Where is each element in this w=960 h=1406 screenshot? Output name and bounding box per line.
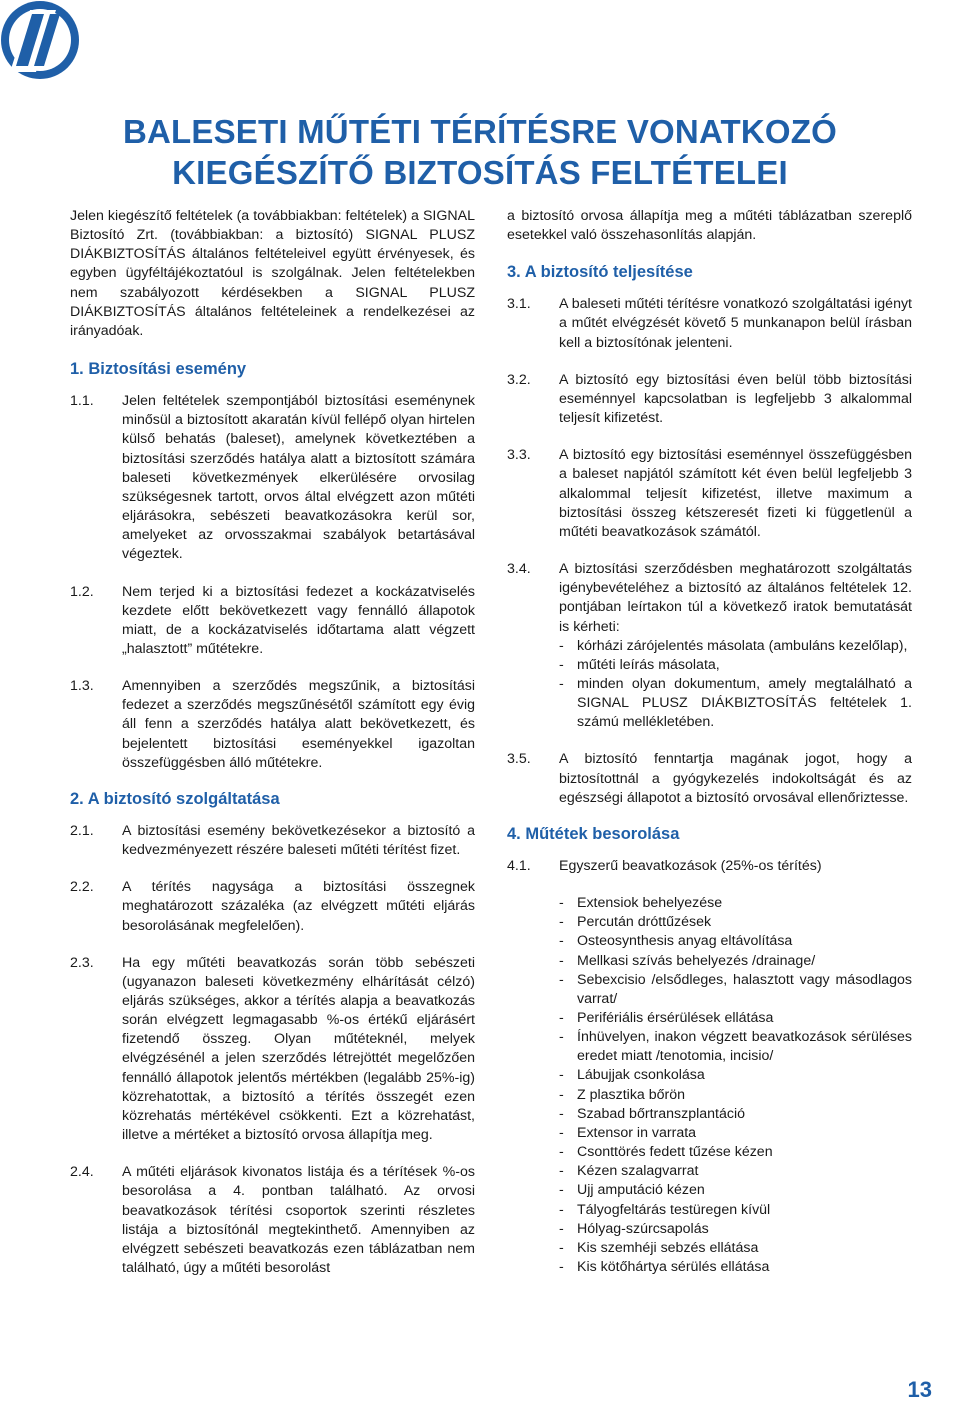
list-item-text: Ujj amputáció kézen <box>577 1182 705 1199</box>
continuation-paragraph: a biztosító orvosa állapítja meg a műtéti táblázatban szereplő esetekkel való összehasonlítás alapján. <box>507 208 912 244</box>
dash-bullet: - <box>559 933 564 950</box>
clause-4-1 <box>507 857 912 876</box>
procedure-list <box>559 894 912 1277</box>
clause-2-2 <box>70 878 475 935</box>
list-item <box>559 1124 912 1143</box>
clause-number: 1.1. <box>70 393 94 410</box>
dash-bullet: - <box>559 656 564 673</box>
list-item <box>559 1162 912 1181</box>
clause-2-3 <box>70 954 475 1146</box>
clause-text: Ha egy műtéti beavatkozás során több sebészeti (ugyanazon baleseti következmény elhárítását célzó) eljárás szükséges, akkor a térítés alapja a beavatkozás során elvégzett legmagasabb %-os értékű eljárásért fizetendő összeg. Olyan műtéteknél, melyek elvégzésénél a jelen szerződés létrejöttét megelőzően fennálló állapotok jelentős mértékben (legalább 25%-ig) közrehatottak, a biztosító a térítés összegét ezen közrehatás mértékével csökkenti. Ezt a közrehatást, illetve a mértéket a biztosító orvosa állapítja meg. <box>122 954 475 1144</box>
clause-number: 2.4. <box>70 1164 94 1181</box>
list-item-text: Sebexcisio /elsődleges, halasztott vagy másodlagos varrat/ <box>577 971 912 1007</box>
dash-bullet: - <box>559 895 564 912</box>
list-item-text: Kézen szalagvarrat <box>577 1163 699 1180</box>
list-item <box>559 913 912 932</box>
clause-text: A műtéti eljárások kivonatos listája és a térítések %-os besorolása a 4. pontban található. Az orvosi beavatkozások térítési csoportok szerinti részletes listája a biztosítónál megtekinthető. Amennyiben az elvégzett sebészeti beavatkozás ezen táblázatban nem található, úgy a műtéti besorolást <box>122 1164 475 1277</box>
list-item <box>559 1009 912 1028</box>
list-item-text: Mellkasi szívás behelyezés /drainage/ <box>577 952 816 969</box>
document-title-line1: BALESETI MŰTÉTI TÉRÍTÉSRE VONATKOZÓ <box>122 113 838 150</box>
clause-text: Jelen feltételek szempontjából biztosítási eseménynek minősül a biztosított akaratán kívül fellépő olyan hirtelen külső behatás (baleset), amelynek következtében a biztosítási szerződés hatálya alatt a biztosított számára baleseti következmények elkerülésére orvosilag szükségesnek tartott, orvos által elvégzett azon műtéti eljárásokra, sebészeti beavatkozásokra kerül sor, amelyeket az orvosszakmai szabályok betartásával végeztek. <box>122 393 475 563</box>
dash-bullet: - <box>559 1201 564 1218</box>
dash-bullet: - <box>559 1067 564 1084</box>
right-column <box>507 207 912 1277</box>
dash-bullet: - <box>559 914 564 931</box>
list-item <box>559 1086 912 1105</box>
list-item <box>559 952 912 971</box>
dash-bullet: - <box>559 952 564 969</box>
clause-text: A biztosítási esemény bekövetkezésekor a biztosító a kedvezményezett részére baleseti műtéti térítést fizet. <box>122 822 475 859</box>
dash-bullet: - <box>559 1163 564 1180</box>
list-item <box>559 1181 912 1200</box>
list-item <box>559 894 912 913</box>
section-3-heading: 3. A biztosító teljesítése <box>507 263 693 282</box>
list-item-text: műtéti leírás másolata, <box>577 656 720 673</box>
clause-1-3 <box>70 677 475 773</box>
list-item <box>559 932 912 951</box>
page-number: 13 <box>907 1377 932 1402</box>
dash-bullet: - <box>559 675 564 692</box>
clause-number: 2.2. <box>70 879 94 896</box>
document-title-line2: KIEGÉSZÍTŐ BIZTOSÍTÁS FELTÉTELEI <box>172 154 788 191</box>
clause-3-4 <box>507 560 912 732</box>
clause-text: A biztosítási szerződésben meghatározott szolgáltatás igénybevételéhez a biztosító az általános feltételek 12. pontjában leírtakon túl a következő iratok bemutatását is kérheti: <box>559 561 912 635</box>
clause-number: 2.1. <box>70 822 94 839</box>
dash-bullet: - <box>559 1182 564 1199</box>
list-item <box>559 1105 912 1124</box>
dash-bullet: - <box>559 637 564 654</box>
clause-number: 2.3. <box>70 954 94 971</box>
dash-bullet: - <box>559 1239 564 1256</box>
list-item-text: Hólyag-szúrcsapolás <box>577 1220 709 1237</box>
section-4-heading: 4. Műtétek besorolása <box>507 824 680 843</box>
clause-2-1 <box>70 822 475 860</box>
list-item-text: Percután dróttűzések <box>577 914 712 931</box>
clause-text: A biztosító egy biztosítási eseménnyel összefüggésben a baleset napjától számított két éven belül legfeljebb 3 alkalommal teljesít kifizetést, illetve maximum a biztosítási összeg kétszeresét fizeti ki függetlenül a műtéti beavatkozások számától. <box>559 447 912 540</box>
list-item-text: Z plasztika bőrön <box>577 1086 686 1103</box>
clause-text: Nem terjed ki a biztosítási fedezet a kockázatviselés kezdete előtt bekövetkezett vagy fennálló állapotok miatt, de a kockázatviselés időtartama alatt végzett „halasztott” műtétekre. <box>122 583 475 657</box>
signal-logo-icon <box>0 0 82 82</box>
clause-1-2 <box>70 583 475 660</box>
dash-bullet: - <box>559 1220 564 1237</box>
list-item <box>559 1143 912 1162</box>
clause-text: Amennyiben a szerződés megszűnik, a biztosítási fedezet a szerződés megszűnésétől számított egy évig áll fenn a szerződés hatálya alatt bekövetkezett, és bejelentett biztosítási eseményekkel igazoltan összefüggésben álló műtétekre. <box>122 678 475 771</box>
dash-bullet: - <box>559 1144 564 1161</box>
clause-number: 3.3. <box>507 447 531 464</box>
list-item-text: Tályogfeltárás testüregen kívül <box>577 1201 771 1218</box>
clause-3-5 <box>507 750 912 807</box>
intro-paragraph: Jelen kiegészítő feltételek (a továbbiakban: feltételek) a SIGNAL Biztosító Zrt. (továbbiakban: a biztosító) SIGNAL PLUSZ DIÁKBIZTOSÍTÁS általános feltételeivel együtt érvényesek, és egyben ügyféltájékoztatóul is szolgálnak. Jelen feltételekben nem szabályozott kérdésekben a SIGNAL PLUSZ DIÁKBIZTOSÍTÁS általános feltételeinek a rendelkezései az irányadóak. <box>70 208 475 339</box>
list-item-text: Perifériális érsérülések ellátása <box>577 1010 774 1026</box>
clause-text: A baleseti műtéti térítésre vonatkozó szolgáltatási igényt a műtét elvégzését követő 5 munkanapon belül írásban kell a biztosítónak jelenteni. <box>559 296 912 351</box>
list-item <box>559 1220 912 1239</box>
list-item <box>559 1258 912 1277</box>
dash-bullet: - <box>559 1124 564 1141</box>
dash-bullet: - <box>559 1029 564 1046</box>
clause-number: 4.1. <box>507 857 531 874</box>
clause-3-3 <box>507 446 912 542</box>
clause-3-2 <box>507 371 912 428</box>
list-item <box>559 1028 912 1066</box>
dash-bullet: - <box>559 1086 564 1103</box>
list-item-text: Extensor in varrata <box>577 1124 697 1141</box>
list-item-text: Lábujjak csonkolása <box>577 1067 705 1084</box>
clause-1-1 <box>70 392 475 564</box>
list-item-text: minden olyan dokumentum, amely megtalálható a SIGNAL PLUSZ DIÁKBIZTOSÍTÁS feltételek 1. számú mellékletében. <box>577 675 912 731</box>
list-item <box>559 1066 912 1085</box>
dash-bullet: - <box>559 971 564 988</box>
clause-number: 3.2. <box>507 371 531 388</box>
dash-bullet: - <box>559 1010 564 1026</box>
list-item-text: Szabad bőrtranszplantáció <box>577 1105 745 1122</box>
list-item <box>559 656 912 675</box>
list-item-text: Osteosynthesis anyag eltávolítása <box>577 933 793 950</box>
list-item <box>559 971 912 1009</box>
clause-number: 3.1. <box>507 296 531 313</box>
list-item-text: Extensiok behelyezése <box>577 895 723 912</box>
left-column <box>70 207 475 1278</box>
list-item <box>559 1201 912 1220</box>
clause-text: A térítés nagysága a biztosítási összegnek meghatározott százaléka (az elvégzett műtéti eljárás besorolásának megfelelően). <box>122 879 475 934</box>
list-item <box>559 675 912 732</box>
list-item <box>559 637 912 656</box>
list-item-text: Ínhüvelyen, inakon végzett beavatkozások sérüléses eredet miatt /tenotomia, incisio/ <box>577 1029 912 1065</box>
clause-number: 1.3. <box>70 678 94 695</box>
list-item-text: Csonttörés fedett tűzése kézen <box>577 1144 773 1161</box>
clause-2-4 <box>70 1163 475 1278</box>
list-item-text: Kis szemhéji sebzés ellátása <box>577 1239 759 1256</box>
dash-bullet: - <box>559 1259 564 1276</box>
list-item <box>559 1239 912 1258</box>
list-item-text: Kis kötőhártya sérülés ellátása <box>577 1259 770 1276</box>
clause-3-1 <box>507 295 912 352</box>
clause-text: A biztosító egy biztosítási éven belül több biztosítási eseménnyel kapcsolatban is legfeljebb 3 alkalommal teljesít kifizetést. <box>559 371 912 427</box>
clause-text: A biztosító fenntartja magának jogot, hogy a biztosítottnál a gyógykezelés indokoltságát és az egészségi állapotot a biztosító orvosával ellenőriztesse. <box>559 751 912 806</box>
dash-bullet: - <box>559 1105 564 1122</box>
clause-text: Egyszerű beavatkozások (25%-os térítés) <box>559 857 822 874</box>
section-2-heading: 2. A biztosító szolgáltatása <box>70 789 280 808</box>
clause-number: 1.2. <box>70 583 94 600</box>
list-item-text: kórházi zárójelentés másolata (ambuláns kezelőlap), <box>577 637 908 654</box>
clause-number: 3.4. <box>507 561 531 578</box>
clause-number: 3.5. <box>507 751 531 768</box>
section-1-heading: 1. Biztosítási esemény <box>70 360 247 379</box>
